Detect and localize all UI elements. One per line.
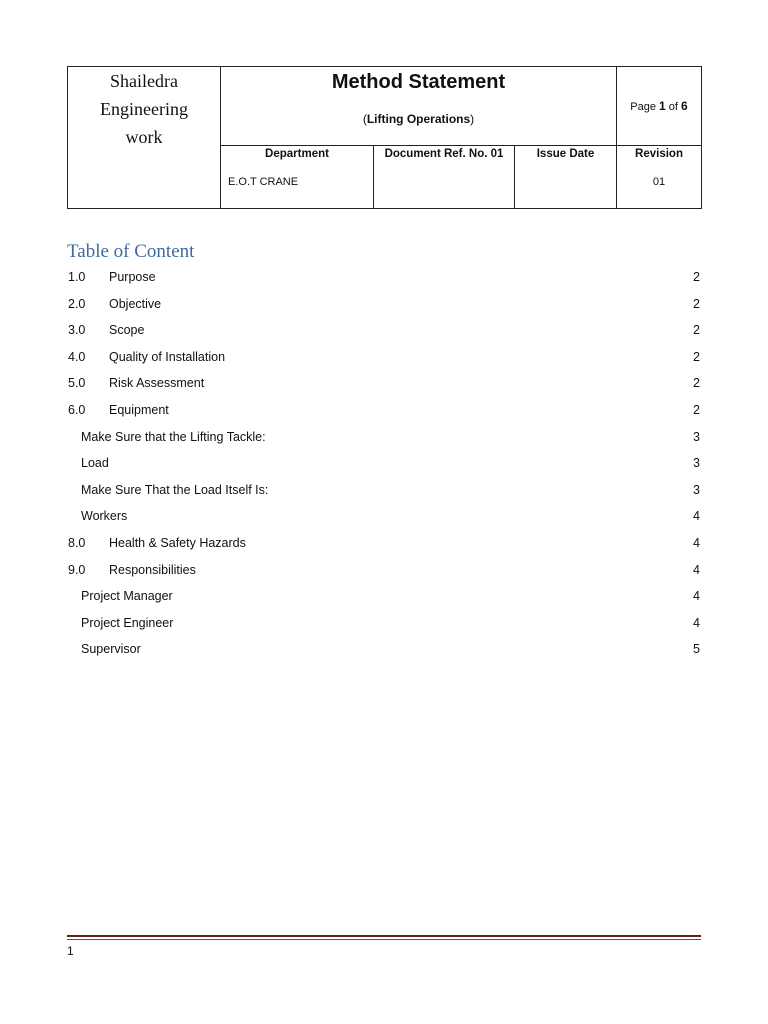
toc-subentry[interactable] bbox=[67, 481, 701, 508]
toc-entry-page: 3 bbox=[693, 456, 700, 471]
docref-cell bbox=[374, 146, 515, 209]
footer-rule bbox=[67, 935, 701, 937]
toc-entry-page: 4 bbox=[693, 509, 700, 524]
toc-entry-title: Make Sure That the Load Itself Is: bbox=[81, 482, 269, 497]
revision-label: Revision bbox=[635, 148, 683, 160]
toc-entry-title: Make Sure that the Lifting Tackle: bbox=[81, 429, 266, 444]
toc-entry-number: 1.0 bbox=[68, 270, 86, 284]
page-count-cell: Page 1 of 6 bbox=[617, 67, 702, 146]
issue-date-cell bbox=[515, 146, 617, 209]
toc-entry-page: 3 bbox=[693, 482, 700, 497]
toc-subentry[interactable] bbox=[67, 640, 701, 667]
document-header-table bbox=[67, 66, 702, 209]
toc-entry[interactable] bbox=[67, 401, 701, 428]
toc-entry-title: Project Manager bbox=[81, 589, 173, 604]
toc-entry-page: 4 bbox=[693, 615, 700, 630]
toc-subentry[interactable] bbox=[67, 614, 701, 641]
toc-entry-number: 3.0 bbox=[68, 323, 86, 338]
docref-label: Document Ref. No. 01 bbox=[384, 148, 504, 160]
toc-entry-number: 8.0 bbox=[68, 535, 86, 550]
toc-entry-title: Project Engineer bbox=[81, 615, 174, 630]
toc-entry-title: Equipment bbox=[109, 402, 169, 417]
toc-entry-number: 9.0 bbox=[68, 562, 86, 577]
toc-entry[interactable] bbox=[67, 534, 701, 561]
toc-entry-page: 2 bbox=[693, 349, 700, 364]
footer-page-number: 1 bbox=[67, 944, 74, 958]
toc-entry-title: Risk Assessment bbox=[109, 376, 205, 391]
toc-entry-title: Workers bbox=[81, 509, 128, 524]
title-cell bbox=[221, 67, 617, 146]
toc-entry-number: 5.0 bbox=[68, 376, 86, 391]
toc-entry-title: Health & Safety Hazards bbox=[109, 535, 246, 550]
toc-subentry[interactable] bbox=[67, 454, 701, 481]
toc-entry[interactable] bbox=[67, 561, 701, 588]
toc-entry-number: 4.0 bbox=[68, 349, 86, 364]
footer-rule-thin bbox=[67, 939, 701, 940]
department-value: E.O.T CRANE bbox=[228, 176, 299, 188]
toc-entry-page: 5 bbox=[693, 642, 700, 657]
toc-entry-page: 2 bbox=[693, 376, 700, 391]
document-subtitle: (Lifting Operations) bbox=[362, 112, 475, 126]
toc-subentry[interactable] bbox=[67, 587, 701, 614]
toc-entry-page: 4 bbox=[693, 562, 700, 577]
toc-entry[interactable] bbox=[67, 268, 701, 295]
revision-cell bbox=[617, 146, 702, 209]
toc-entry-page: 2 bbox=[693, 296, 700, 311]
toc-entry[interactable] bbox=[67, 348, 701, 375]
toc-list bbox=[67, 268, 701, 667]
toc-entry[interactable] bbox=[67, 295, 701, 322]
toc-entry-page: 2 bbox=[693, 323, 700, 338]
toc-entry-page: 4 bbox=[693, 589, 700, 604]
issue-date-label: Issue Date bbox=[536, 148, 595, 160]
toc-heading: Table of Content bbox=[67, 241, 195, 262]
toc-entry-page: 2 bbox=[693, 270, 700, 284]
toc-subentry[interactable] bbox=[67, 428, 701, 455]
department-label: Department bbox=[265, 148, 329, 160]
toc-entry[interactable] bbox=[67, 374, 701, 401]
toc-entry-number: 6.0 bbox=[68, 402, 86, 417]
toc-entry-title: Quality of Installation bbox=[109, 349, 226, 364]
department-cell bbox=[221, 146, 374, 209]
toc-entry-title: Load bbox=[81, 456, 109, 471]
document-title: Method Statement bbox=[331, 71, 506, 93]
toc-entry-title: Supervisor bbox=[81, 642, 141, 657]
toc-entry[interactable] bbox=[67, 321, 701, 348]
revision-value: 01 bbox=[652, 176, 666, 188]
toc-entry-title: Objective bbox=[109, 296, 162, 311]
toc-entry-title: Responsibilities bbox=[109, 562, 196, 577]
company-name-cell bbox=[68, 67, 221, 209]
company-name: Shailedra Engineering work bbox=[100, 71, 188, 147]
toc-entry-number: 2.0 bbox=[68, 296, 86, 311]
toc-entry-title: Purpose bbox=[109, 270, 156, 284]
toc-entry-page: 4 bbox=[693, 535, 700, 550]
toc-entry-page: 2 bbox=[693, 402, 700, 417]
toc-entry-page: 3 bbox=[693, 429, 700, 444]
toc-subentry[interactable] bbox=[67, 507, 701, 534]
toc-entry-title: Scope bbox=[109, 323, 145, 338]
